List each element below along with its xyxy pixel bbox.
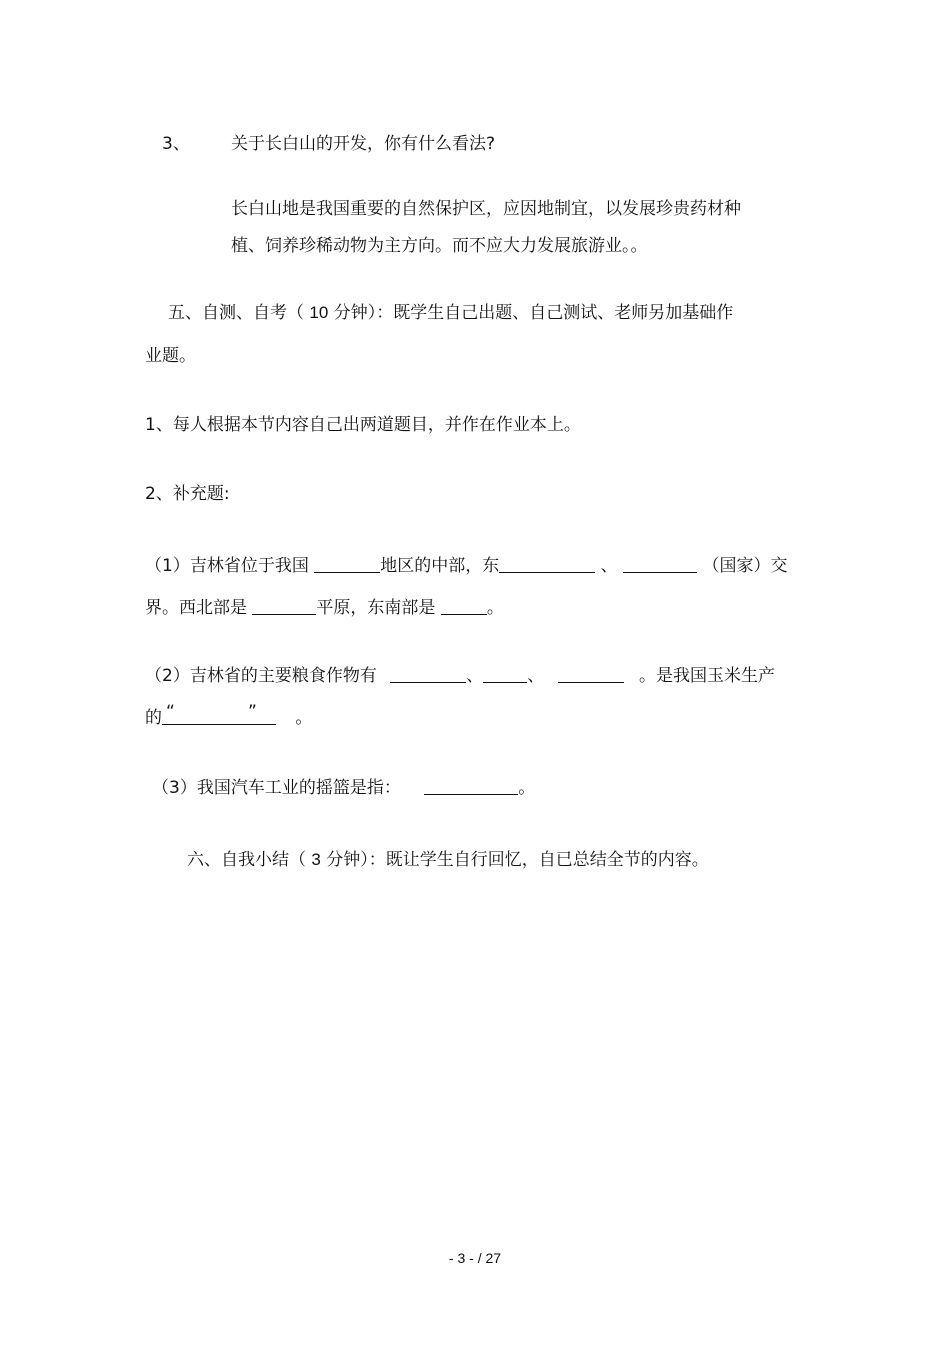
fill2-text-d: 。是我国玉米生产 — [639, 666, 776, 686]
section6-suffix: 分钟）：既让学生自行回忆，自已总结全节的内容。 — [326, 850, 709, 870]
fill1-text-a: （1）吉林省位于我国 — [145, 556, 309, 576]
q3-question: 关于长白山的开发，你有什么看法? — [231, 134, 496, 154]
section5-suffix: 分钟）：既学生自己出题、自己测试、老师另加基础作 — [333, 303, 734, 323]
fill1-blank-region — [314, 554, 380, 573]
fill1-text-c: 、 — [600, 556, 618, 576]
fill-question-2-line1 — [145, 664, 775, 688]
fill2-text-a: （2）吉林省的主要粮食作物有 — [145, 666, 377, 686]
section5-prefix: 五、自测、自考（ — [168, 303, 304, 323]
item-1: 1、每人根据本节内容自己出两道题目，并作在作业本上。 — [145, 415, 581, 435]
item-2: 2、补充题: — [145, 484, 230, 504]
q3-number: 3、 — [162, 134, 190, 154]
section5-heading-line2: 业题。 — [145, 346, 196, 366]
fill2-blank-crop1 — [390, 664, 466, 683]
fill1-text-g: 。 — [486, 598, 504, 618]
fill1-blank-plain — [252, 596, 316, 615]
fill3-text-b: 。 — [518, 778, 536, 798]
fill2-blank-crop2 — [483, 664, 527, 683]
fill-question-2-line2 — [145, 702, 313, 730]
section6-minutes: 3 — [311, 850, 321, 869]
fill1-text-f: 平原，东南部是 — [316, 598, 436, 618]
fill1-text-d: （国家）交 — [702, 556, 788, 576]
fill1-blank-neighbor1 — [499, 554, 595, 573]
fill2-text-b: 、 — [466, 666, 484, 686]
fill2-text-f: 。 — [295, 708, 313, 728]
fill-question-1-line1 — [145, 554, 787, 578]
fill1-blank-neighbor2 — [623, 554, 697, 573]
fill-question-3 — [152, 776, 535, 800]
fill3-blank — [424, 776, 518, 795]
q3-answer-line1: 长白山地是我国重要的自然保护区，应因地制宜，以发展珍贵药材种 — [231, 199, 741, 219]
section5-minutes: 10 — [309, 303, 329, 322]
section6-prefix: 六、自我小结（ — [187, 850, 306, 870]
page-number: - 3 - / 27 — [448, 1250, 502, 1266]
fill2-blank-title — [162, 702, 276, 725]
q3-answer-line2: 植、饲养珍稀动物为主方向。而不应大力发展旅游业。。 — [231, 236, 648, 256]
fill1-text-b: 地区的中部，东 — [380, 556, 500, 576]
fill2-open-quote: “ — [166, 702, 175, 722]
fill1-text-e: 界。西北部是 — [145, 598, 247, 618]
fill-question-1-line2 — [145, 596, 504, 620]
fill2-text-c: 、 — [527, 666, 545, 686]
fill3-text-a: （3）我国汽车工业的摇篮是指： — [152, 778, 401, 798]
fill2-text-e: 的 — [145, 708, 162, 728]
section6-heading — [187, 848, 709, 872]
section5-heading-line1 — [168, 301, 733, 325]
fill1-blank-southeast — [441, 596, 487, 615]
fill2-blank-crop3 — [558, 664, 624, 683]
fill2-close-quote: ” — [248, 702, 257, 722]
